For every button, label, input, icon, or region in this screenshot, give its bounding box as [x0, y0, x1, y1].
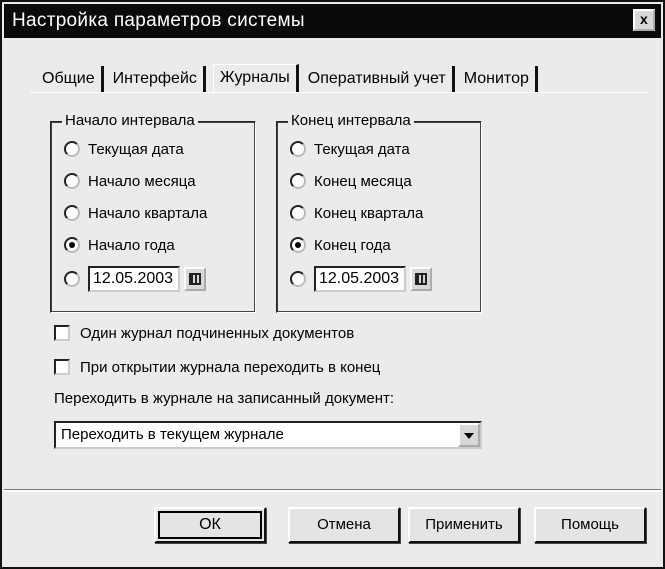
start-option-month[interactable] — [64, 169, 196, 193]
tab-strip — [36, 64, 541, 92]
goto-end-checkbox[interactable] — [54, 359, 70, 375]
window-title: Настройка параметров системы — [12, 10, 305, 31]
close-icon: x — [639, 11, 649, 27]
ok-button[interactable]: ОК — [154, 507, 266, 543]
radio-button[interactable] — [290, 271, 306, 287]
end-option-year[interactable] — [290, 233, 391, 257]
tab-monitor[interactable]: Монитор — [458, 66, 538, 92]
chevron-down-icon[interactable] — [458, 423, 480, 447]
radio-button[interactable] — [290, 141, 306, 157]
end-option-current-date[interactable] — [290, 137, 410, 161]
end-calendar-button[interactable] — [410, 267, 432, 291]
interval-end-group — [276, 112, 482, 313]
start-calendar-button[interactable] — [184, 267, 206, 291]
radio-button-checked[interactable] — [290, 237, 306, 253]
radio-label: Текущая дата — [88, 140, 184, 158]
tab-interface[interactable]: Интерфейс — [107, 66, 206, 92]
interval-end-title: Конец интервала — [288, 112, 414, 130]
single-journal-label: Один журнал подчиненных документов — [80, 324, 355, 342]
single-journal-checkbox[interactable] — [54, 325, 70, 341]
tab-general[interactable]: Общие — [36, 66, 104, 92]
radio-button[interactable] — [290, 205, 306, 221]
radio-button-checked[interactable] — [64, 237, 80, 253]
goto-doc-select[interactable] — [54, 421, 482, 449]
start-option-custom-date[interactable] — [64, 267, 206, 291]
cancel-button[interactable]: Отмена — [288, 507, 400, 543]
start-option-year[interactable] — [64, 233, 175, 257]
interval-start-group — [50, 112, 256, 313]
radio-button[interactable] — [64, 271, 80, 287]
goto-end-label: При открытии журнала переходить в конец — [80, 358, 381, 376]
tab-journals[interactable]: Журналы — [213, 64, 299, 92]
start-option-quarter[interactable] — [64, 201, 207, 225]
help-button[interactable]: Помощь — [534, 507, 646, 543]
title-bar — [4, 4, 661, 38]
radio-button[interactable] — [64, 205, 80, 221]
end-date-input[interactable]: 12.05.2003 — [314, 266, 406, 292]
single-journal-checkbox-row[interactable] — [54, 322, 354, 344]
goto-doc-value: Переходить в текущем журнале — [61, 426, 284, 443]
radio-label: Начало квартала — [88, 204, 208, 222]
calendar-icon — [189, 273, 201, 285]
divider — [4, 489, 661, 492]
interval-start-title: Начало интервала — [62, 112, 198, 130]
radio-button[interactable] — [64, 173, 80, 189]
radio-button[interactable] — [64, 141, 80, 157]
radio-label: Конец квартала — [314, 204, 424, 222]
radio-label: Конец года — [314, 236, 391, 254]
start-option-current-date[interactable] — [64, 137, 184, 161]
goto-end-checkbox-row[interactable] — [54, 356, 380, 378]
close-button[interactable] — [633, 9, 655, 31]
radio-label: Начало месяца — [88, 172, 196, 190]
end-option-quarter[interactable] — [290, 201, 423, 225]
end-option-custom-date[interactable] — [290, 267, 432, 291]
radio-label: Начало года — [88, 236, 175, 254]
radio-button[interactable] — [290, 173, 306, 189]
radio-label: Конец месяца — [314, 172, 412, 190]
apply-button[interactable]: Применить — [408, 507, 520, 543]
tab-operational-accounting[interactable]: Оперативный учет — [302, 66, 455, 92]
goto-doc-label: Переходить в журнале на записанный документ: — [54, 390, 395, 407]
start-date-input[interactable]: 12.05.2003 — [88, 266, 180, 292]
radio-label: Текущая дата — [314, 140, 410, 158]
calendar-icon — [415, 273, 427, 285]
end-option-month[interactable] — [290, 169, 412, 193]
